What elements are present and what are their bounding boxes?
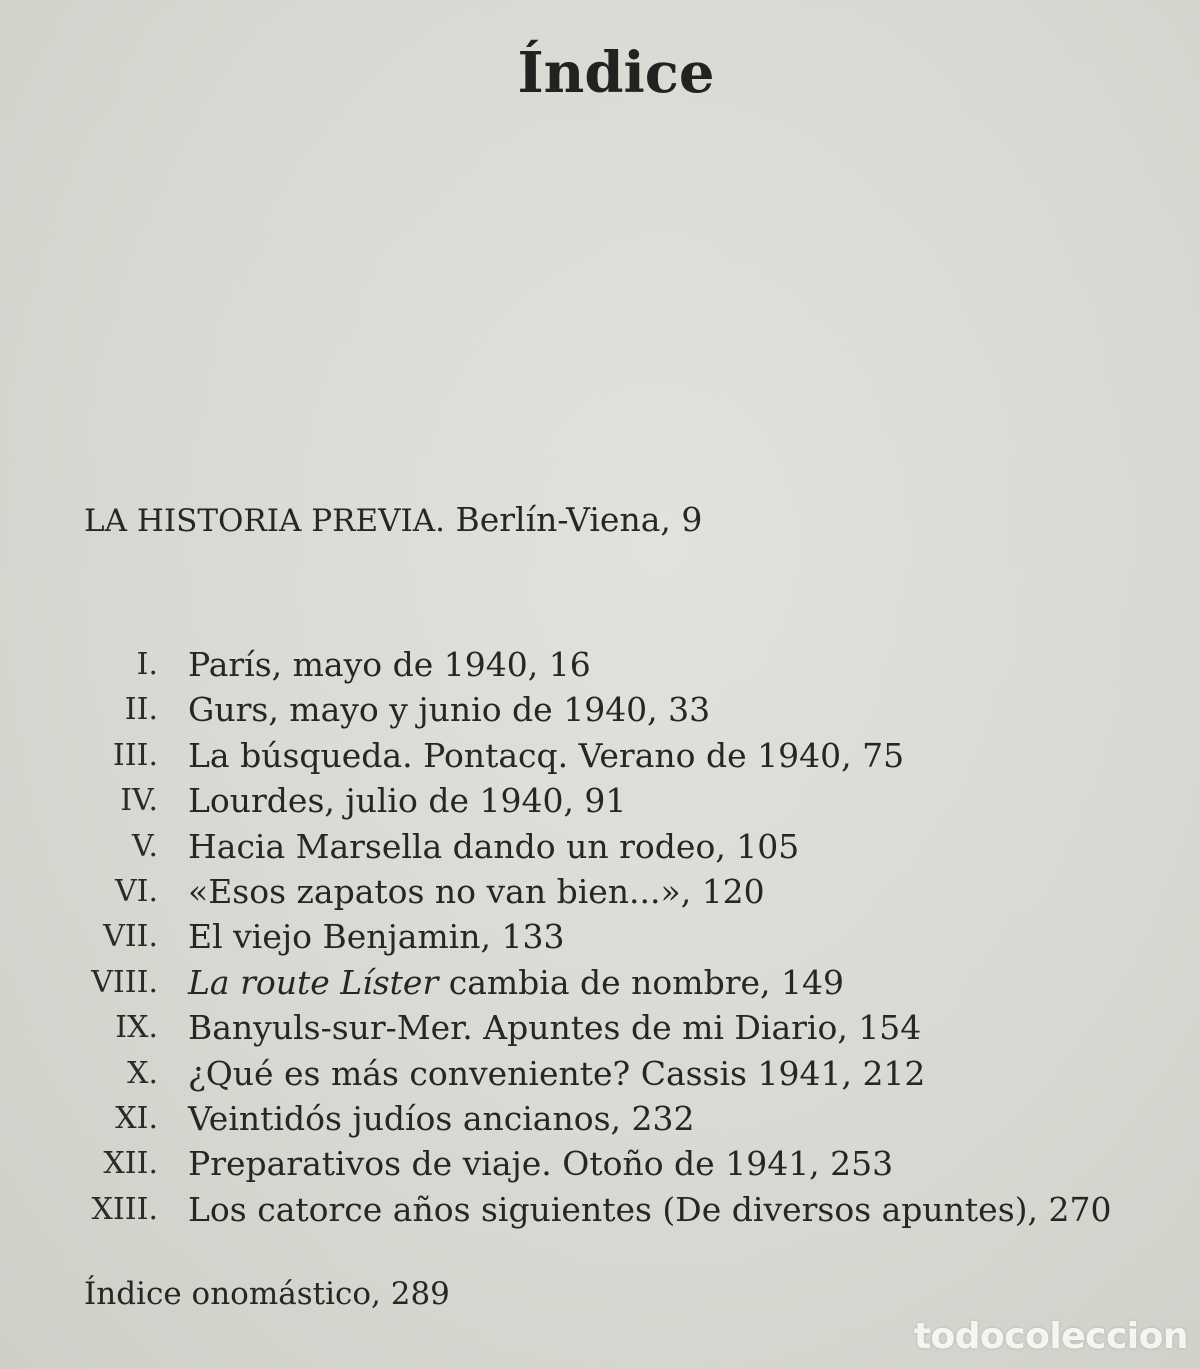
chapter-title: Preparativos de viaje. Otoño de 1941, 253 [188,1144,894,1184]
page-title: Índice [517,40,715,106]
chapter-number: X. [127,1055,158,1091]
chapter-title: Los catorce años siguientes (De diversos apuntes), 270 [188,1189,1112,1229]
chapter-title: París, mayo de 1940, 16 [188,645,591,684]
chapter-number: VI. [114,873,158,909]
chapter-title-rest: cambia de nombre, 149 [438,962,844,1002]
prelude-rest: Berlín-Viena, 9 [444,500,703,539]
chapter-number: II. [124,692,158,728]
chapter-title [188,960,844,1005]
chapter-title: Lourdes, julio de 1940, 91 [188,781,627,821]
chapter-title: El viejo Benjamin, 133 [188,917,565,957]
chapter-number: XIII. [91,1191,158,1227]
watermark-logo: todocoleccion [913,1316,1188,1357]
chapter-number: XI. [115,1100,158,1136]
chapter-number: IV. [120,783,158,819]
chapter-number: VIII. [91,964,158,1000]
prelude-entry [84,500,702,539]
chapter-title: ¿Qué es más conveniente? Cassis 1941, 212 [188,1053,926,1093]
chapter-title: La búsqueda. Pontacq. Verano de 1940, 75 [188,735,905,775]
name-index-entry: Índice onomástico, 289 [84,1276,450,1312]
chapter-title: Gurs, mayo y junio de 1940, 33 [188,690,711,730]
chapter-number: VII. [103,919,158,955]
chapter-number: I. [136,647,158,682]
prelude-caps: LA HISTORIA PREVIA. [84,503,445,539]
chapter-title: Banyuls-sur-Mer. Apuntes de mi Diario, 154 [188,1008,922,1048]
chapter-number: V. [132,828,158,864]
chapter-number: III. [112,737,158,773]
chapter-title: «Esos zapatos no van bien...», 120 [188,871,765,911]
chapter-title: Hacia Marsella dando un rodeo, 105 [188,826,800,866]
chapter-title-italic: La route Líster [188,962,439,1002]
chapter-number: XII. [103,1146,158,1182]
chapter-number: IX. [115,1010,158,1046]
chapter-title: Veintidós judíos ancianos, 232 [188,1098,695,1138]
